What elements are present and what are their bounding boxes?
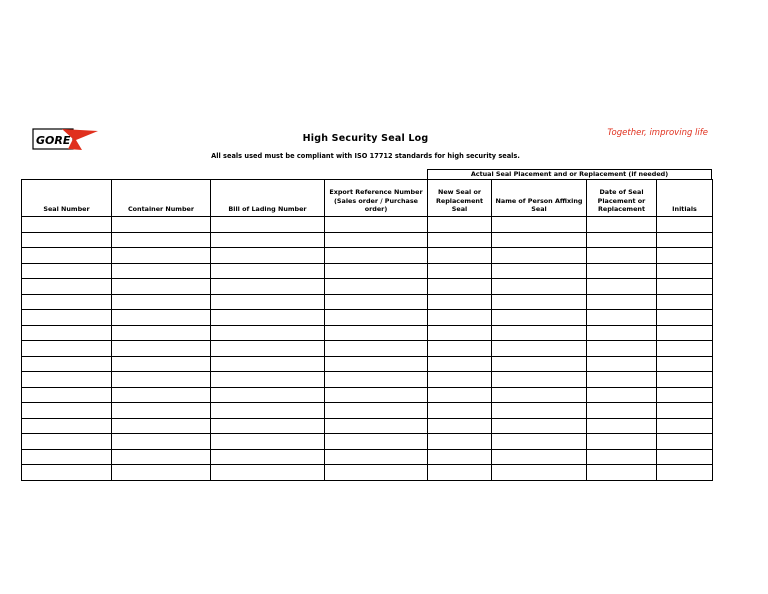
cell-new-or-replacement-seal[interactable] xyxy=(428,465,492,481)
cell-initials[interactable] xyxy=(657,465,713,481)
cell-date-of-placement[interactable] xyxy=(587,387,657,403)
cell-new-or-replacement-seal[interactable] xyxy=(428,325,492,341)
logo-text: GORE xyxy=(36,134,71,147)
cell-seal-number[interactable] xyxy=(22,294,112,310)
cell-initials[interactable] xyxy=(657,263,713,279)
cell-date-of-placement[interactable] xyxy=(587,418,657,434)
table-row xyxy=(22,310,713,326)
seal-placement-group-header: Actual Seal Placement and or Replacement (if needed) xyxy=(427,169,712,179)
cell-initials[interactable] xyxy=(657,294,713,310)
cell-new-or-replacement-seal[interactable] xyxy=(428,403,492,419)
cell-initials[interactable] xyxy=(657,403,713,419)
cell-initials[interactable] xyxy=(657,217,713,233)
cell-export-reference[interactable] xyxy=(325,232,428,248)
cell-new-or-replacement-seal[interactable] xyxy=(428,356,492,372)
cell-container-number[interactable] xyxy=(112,325,211,341)
cell-date-of-placement[interactable] xyxy=(587,403,657,419)
cell-export-reference[interactable] xyxy=(325,217,428,233)
seal-log-table xyxy=(21,179,713,481)
cell-new-or-replacement-seal[interactable] xyxy=(428,294,492,310)
cell-container-number[interactable] xyxy=(112,310,211,326)
cell-new-or-replacement-seal[interactable] xyxy=(428,418,492,434)
cell-container-number[interactable] xyxy=(112,279,211,295)
table-row xyxy=(22,418,713,434)
cell-person-affixing[interactable] xyxy=(492,279,587,295)
cell-new-or-replacement-seal[interactable] xyxy=(428,449,492,465)
cell-initials[interactable] xyxy=(657,434,713,450)
cell-container-number[interactable] xyxy=(112,465,211,481)
cell-new-or-replacement-seal[interactable] xyxy=(428,217,492,233)
cell-export-reference[interactable] xyxy=(325,356,428,372)
cell-export-reference[interactable] xyxy=(325,310,428,326)
cell-new-or-replacement-seal[interactable] xyxy=(428,248,492,264)
table-row xyxy=(22,279,713,295)
cell-container-number[interactable] xyxy=(112,449,211,465)
column-header-person-affixing: Name of Person Affixing Seal xyxy=(492,180,587,217)
cell-seal-number[interactable] xyxy=(22,387,112,403)
table-row xyxy=(22,263,713,279)
page-title: High Security Seal Log xyxy=(302,133,429,144)
cell-bill-of-lading[interactable] xyxy=(211,248,325,264)
cell-container-number[interactable] xyxy=(112,418,211,434)
table-row xyxy=(22,325,713,341)
cell-bill-of-lading[interactable] xyxy=(211,387,325,403)
cell-container-number[interactable] xyxy=(112,232,211,248)
cell-export-reference[interactable] xyxy=(325,418,428,434)
cell-export-reference[interactable] xyxy=(325,325,428,341)
table-row xyxy=(22,294,713,310)
cell-export-reference[interactable] xyxy=(325,248,428,264)
cell-date-of-placement[interactable] xyxy=(587,248,657,264)
cell-person-affixing[interactable] xyxy=(492,465,587,481)
cell-bill-of-lading[interactable] xyxy=(211,310,325,326)
table-row xyxy=(22,434,713,450)
cell-initials[interactable] xyxy=(657,248,713,264)
cell-export-reference[interactable] xyxy=(325,279,428,295)
cell-initials[interactable] xyxy=(657,325,713,341)
column-header-row xyxy=(22,180,713,217)
cell-container-number[interactable] xyxy=(112,341,211,357)
cell-export-reference[interactable] xyxy=(325,294,428,310)
table-row xyxy=(22,232,713,248)
cell-new-or-replacement-seal[interactable] xyxy=(428,372,492,388)
column-header-bill-of-lading: Bill of Lading Number xyxy=(211,180,325,217)
cell-seal-number[interactable] xyxy=(22,232,112,248)
cell-person-affixing[interactable] xyxy=(492,217,587,233)
cell-person-affixing[interactable] xyxy=(492,387,587,403)
table-row xyxy=(22,341,713,357)
cell-bill-of-lading[interactable] xyxy=(211,263,325,279)
cell-date-of-placement[interactable] xyxy=(587,263,657,279)
cell-person-affixing[interactable] xyxy=(492,248,587,264)
cell-bill-of-lading[interactable] xyxy=(211,372,325,388)
column-header-new-or-replacement-seal: New Seal or Replacement Seal xyxy=(428,180,492,217)
cell-seal-number[interactable] xyxy=(22,248,112,264)
cell-person-affixing[interactable] xyxy=(492,418,587,434)
column-header-container-number: Container Number xyxy=(112,180,211,217)
cell-date-of-placement[interactable] xyxy=(587,372,657,388)
table-row xyxy=(22,449,713,465)
cell-bill-of-lading[interactable] xyxy=(211,294,325,310)
cell-bill-of-lading[interactable] xyxy=(211,465,325,481)
cell-initials[interactable] xyxy=(657,387,713,403)
cell-person-affixing[interactable] xyxy=(492,403,587,419)
cell-person-affixing[interactable] xyxy=(492,341,587,357)
cell-bill-of-lading[interactable] xyxy=(211,449,325,465)
cell-seal-number[interactable] xyxy=(22,341,112,357)
column-header-initials: Initials xyxy=(657,180,713,217)
log-body xyxy=(22,217,713,481)
table-row xyxy=(22,248,713,264)
cell-export-reference[interactable] xyxy=(325,372,428,388)
cell-new-or-replacement-seal[interactable] xyxy=(428,387,492,403)
cell-date-of-placement[interactable] xyxy=(587,465,657,481)
table-row xyxy=(22,372,713,388)
cell-seal-number[interactable] xyxy=(22,263,112,279)
cell-bill-of-lading[interactable] xyxy=(211,418,325,434)
cell-seal-number[interactable] xyxy=(22,418,112,434)
cell-initials[interactable] xyxy=(657,232,713,248)
cell-initials[interactable] xyxy=(657,341,713,357)
cell-date-of-placement[interactable] xyxy=(587,217,657,233)
cell-seal-number[interactable] xyxy=(22,403,112,419)
cell-bill-of-lading[interactable] xyxy=(211,217,325,233)
cell-date-of-placement[interactable] xyxy=(587,434,657,450)
cell-seal-number[interactable] xyxy=(22,449,112,465)
cell-export-reference[interactable] xyxy=(325,387,428,403)
cell-date-of-placement[interactable] xyxy=(587,294,657,310)
cell-date-of-placement[interactable] xyxy=(587,232,657,248)
cell-seal-number[interactable] xyxy=(22,465,112,481)
cell-export-reference[interactable] xyxy=(325,449,428,465)
cell-container-number[interactable] xyxy=(112,356,211,372)
cell-new-or-replacement-seal[interactable] xyxy=(428,232,492,248)
cell-person-affixing[interactable] xyxy=(492,232,587,248)
cell-seal-number[interactable] xyxy=(22,356,112,372)
cell-container-number[interactable] xyxy=(112,248,211,264)
tagline: Together, improving life xyxy=(607,128,708,138)
cell-bill-of-lading[interactable] xyxy=(211,403,325,419)
column-header-seal-number: Seal Number xyxy=(22,180,112,217)
cell-date-of-placement[interactable] xyxy=(587,310,657,326)
cell-container-number[interactable] xyxy=(112,263,211,279)
cell-container-number[interactable] xyxy=(112,403,211,419)
cell-date-of-placement[interactable] xyxy=(587,356,657,372)
cell-seal-number[interactable] xyxy=(22,325,112,341)
table-row xyxy=(22,403,713,419)
cell-initials[interactable] xyxy=(657,356,713,372)
table-row xyxy=(22,217,713,233)
cell-new-or-replacement-seal[interactable] xyxy=(428,263,492,279)
column-header-date-of-placement: Date of Seal Placement or Replacement xyxy=(587,180,657,217)
cell-initials[interactable] xyxy=(657,449,713,465)
cell-initials[interactable] xyxy=(657,279,713,295)
cell-initials[interactable] xyxy=(657,372,713,388)
cell-bill-of-lading[interactable] xyxy=(211,232,325,248)
cell-date-of-placement[interactable] xyxy=(587,449,657,465)
cell-person-affixing[interactable] xyxy=(492,325,587,341)
cell-initials[interactable] xyxy=(657,418,713,434)
cell-seal-number[interactable] xyxy=(22,279,112,295)
cell-export-reference[interactable] xyxy=(325,465,428,481)
cell-person-affixing[interactable] xyxy=(492,434,587,450)
cell-bill-of-lading[interactable] xyxy=(211,356,325,372)
cell-person-affixing[interactable] xyxy=(492,310,587,326)
cell-seal-number[interactable] xyxy=(22,310,112,326)
cell-container-number[interactable] xyxy=(112,434,211,450)
compliance-notice: All seals used must be compliant with ISO 17712 standards for high security seals. xyxy=(211,152,520,160)
cell-person-affixing[interactable] xyxy=(492,449,587,465)
cell-new-or-replacement-seal[interactable] xyxy=(428,279,492,295)
cell-initials[interactable] xyxy=(657,310,713,326)
cell-new-or-replacement-seal[interactable] xyxy=(428,341,492,357)
cell-date-of-placement[interactable] xyxy=(587,341,657,357)
cell-date-of-placement[interactable] xyxy=(587,279,657,295)
cell-date-of-placement[interactable] xyxy=(587,325,657,341)
cell-seal-number[interactable] xyxy=(22,217,112,233)
table-row xyxy=(22,387,713,403)
cell-new-or-replacement-seal[interactable] xyxy=(428,434,492,450)
table-row xyxy=(22,465,713,481)
cell-export-reference[interactable] xyxy=(325,263,428,279)
cell-seal-number[interactable] xyxy=(22,434,112,450)
column-header-export-reference: Export Reference Number (Sales order / Purchase order) xyxy=(325,180,428,217)
cell-container-number[interactable] xyxy=(112,387,211,403)
cell-export-reference[interactable] xyxy=(325,341,428,357)
cell-seal-number[interactable] xyxy=(22,372,112,388)
table-row xyxy=(22,356,713,372)
cell-container-number[interactable] xyxy=(112,372,211,388)
cell-container-number[interactable] xyxy=(112,294,211,310)
cell-bill-of-lading[interactable] xyxy=(211,434,325,450)
cell-bill-of-lading[interactable] xyxy=(211,341,325,357)
cell-export-reference[interactable] xyxy=(325,434,428,450)
cell-person-affixing[interactable] xyxy=(492,263,587,279)
cell-new-or-replacement-seal[interactable] xyxy=(428,310,492,326)
cell-person-affixing[interactable] xyxy=(492,294,587,310)
cell-bill-of-lading[interactable] xyxy=(211,325,325,341)
cell-bill-of-lading[interactable] xyxy=(211,279,325,295)
cell-person-affixing[interactable] xyxy=(492,356,587,372)
cell-export-reference[interactable] xyxy=(325,403,428,419)
cell-person-affixing[interactable] xyxy=(492,372,587,388)
cell-container-number[interactable] xyxy=(112,217,211,233)
